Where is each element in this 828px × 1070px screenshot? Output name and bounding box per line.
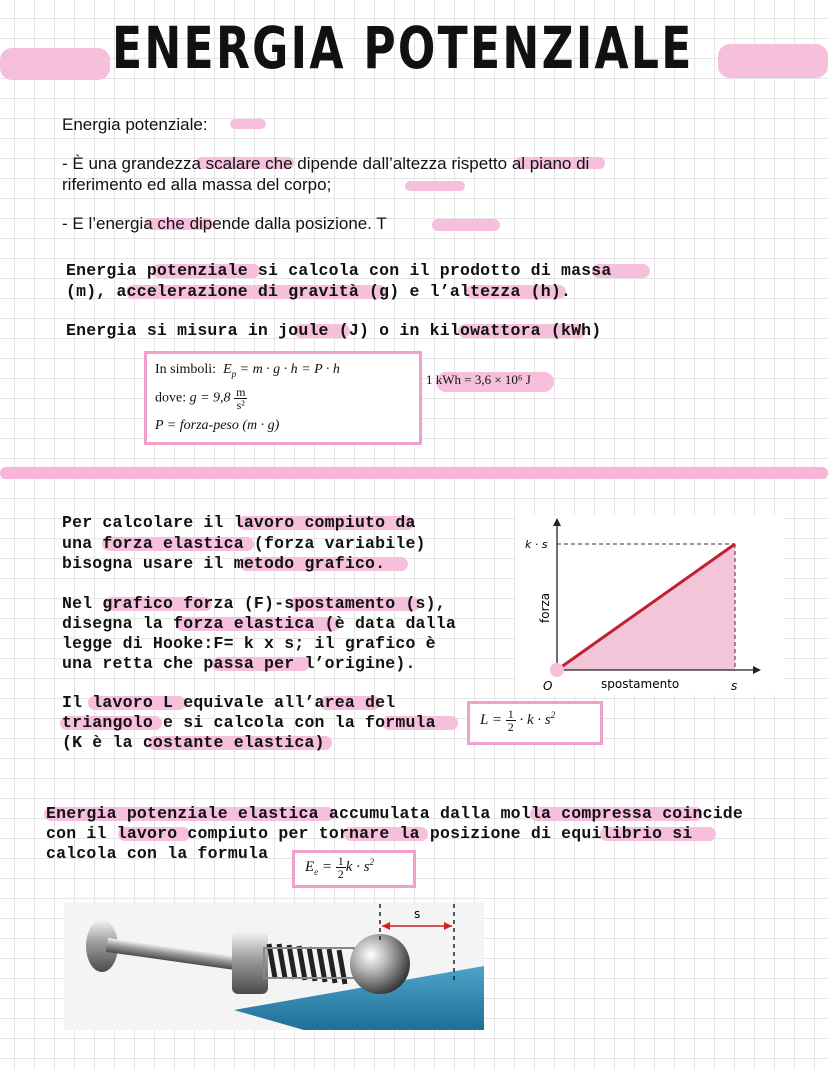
chart-y-label: forza: [538, 592, 552, 623]
elastic-energy-formula: $E_e$ = $\frac{1}{2}$ $k \cdot s^2$: [305, 854, 375, 881]
intro-underline-1: [230, 119, 266, 129]
elastic-p3-line-3: (K è la costante elastica): [62, 733, 325, 752]
elastic-p1-line-3: bisogna usare il metodo grafico.: [62, 554, 386, 573]
symbols-line-1: [155, 362, 340, 379]
symbols-g: g = 9,8: [189, 390, 231, 406]
chart-x-label: spostamento: [601, 677, 680, 691]
page-title: ENERGIA POTENZIALE: [112, 14, 694, 82]
spring-line-3: calcola con la formula: [46, 844, 269, 863]
elastic-p2-line-4: una retta che passa per l’origine).: [62, 654, 416, 673]
intro-bullet-1-line-1: - È una grandezza scalare che dipende dall’altezza rispetto al piano di: [62, 154, 590, 173]
elastic-p3-line-2: triangolo e si calcola con la formula: [62, 713, 436, 732]
spring-line-2: con il lavoro compiuto per tornare la posizione di equilibrio si: [46, 824, 693, 843]
symbols-box: [144, 351, 422, 445]
force-displacement-chart: [515, 515, 785, 695]
work-formula: L = $\frac{1}{2}$ · $k \cdot s^2$: [480, 707, 556, 734]
kwh-formula: 1 kWh = 3,6 × 10⁶ J: [426, 372, 531, 387]
unit-num: m: [236, 385, 246, 399]
chart-tick-s: s: [731, 679, 738, 693]
spring-illustration: [64, 902, 484, 1030]
intro-underline-4: [405, 181, 465, 191]
displacement-label: s: [414, 907, 421, 921]
spring-holder: [232, 932, 268, 994]
spring-line-1: Energia potenziale elastica accumulata dalla molla compressa coincide: [46, 804, 744, 823]
title-pill-right: [718, 44, 828, 78]
elastic-p2-line-1: Nel grafico forza (F)-spostamento (s),: [62, 594, 446, 613]
intro-bullet-2: - E l’energia che dipende dalla posizione. T: [62, 214, 387, 233]
symbols-formula: $E_p = m \cdot g \cdot h = P \cdot h$: [219, 362, 340, 379]
section-divider: [0, 467, 828, 479]
intro-underline-6: [432, 219, 500, 231]
elastic-p2-line-2: disegna la forza elastica (è data dalla: [62, 614, 456, 633]
elastic-p3-line-1: Il lavoro L equivale all’area del: [62, 693, 396, 712]
chart-origin-highlight: [550, 663, 564, 677]
steel-ball: [350, 934, 410, 994]
symbols-line-3: P = forza-peso (m · g): [155, 418, 280, 433]
calc-line-2: (m), accelerazione di gravità (g) e l’altezza (h).: [66, 282, 572, 301]
chart-tick-origin: O: [543, 679, 553, 693]
chart-tick-ks: k · s: [525, 538, 548, 551]
elastic-energy-box: [292, 850, 416, 888]
unit-den: s²: [236, 398, 245, 412]
symbols-label: In simboli:: [155, 362, 217, 377]
calc-measure: Energia si misura in joule (J) o in kilowattora (kWh): [66, 321, 602, 340]
calc-line-1: Energia potenziale si calcola con il prodotto di massa: [66, 261, 612, 280]
symbols-unit: [234, 386, 247, 411]
title-pill-left: [0, 48, 110, 80]
intro-heading: Energia potenziale:: [62, 115, 208, 134]
elastic-p2-line-3: legge di Hooke:F= k x s; il grafico è: [62, 634, 436, 653]
symbols-dove: dove:: [155, 390, 187, 406]
work-formula-box: [467, 701, 603, 745]
elastic-p1-line-2: una forza elastica (forza variabile): [62, 534, 426, 553]
symbols-line-2: [155, 386, 247, 411]
elastic-p1-line-1: Per calcolare il lavoro compiuto da: [62, 513, 416, 532]
intro-bullet-1-line-2: riferimento ed alla massa del corpo;: [62, 175, 332, 194]
